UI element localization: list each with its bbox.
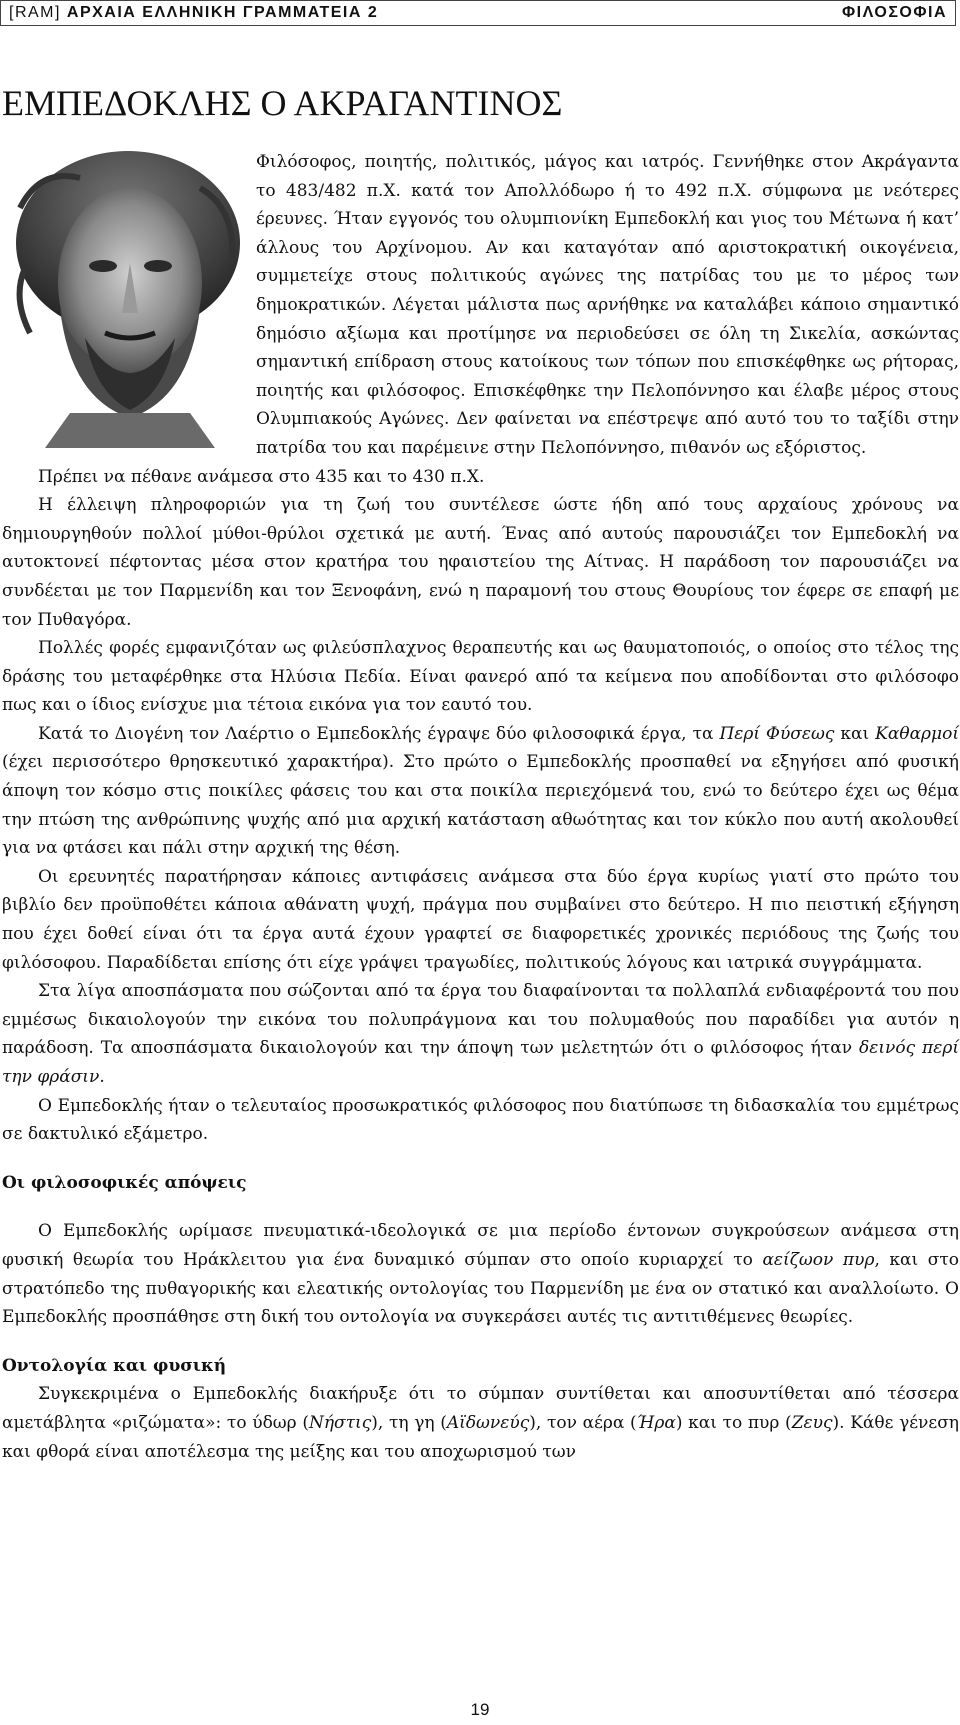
text-run: ). Κάθε γένεση και φθορά είναι αποτέλεσμα της μείξης και του αποχωρισμού των bbox=[2, 1412, 959, 1462]
work-title-peri-fyseos: Περί Φύσεως bbox=[719, 723, 835, 744]
text-run: (έχει περισσότερο θρησκευτικό χαρακτήρα). Στο πρώτο ο Εμπεδοκλής προσπαθεί να εξηγήσει από φυσική άποψη τον κόσμο στις ποικίλες φάσεις του και στα ποικίλα περιεχόμενά του, ενώ το δεύτερο έχει ως θέμα την πτώση της ανθρώπινης ψυχής από μια αρχική κατάσταση αθωότητας και τον κύκλο που αυτή ακολουθεί για να φτάσει και πάλι στην αρχική της θέση. bbox=[2, 752, 959, 859]
header-left bbox=[9, 4, 378, 22]
intro-paragraph-1: Φιλόσοφος, ποιητής, πολιτικός, μάγος και ιατρός. Γεννήθηκε στον Ακράγαντα το 483/482 π.Χ. κατά τον Απολλόδωρο ή το 492 π.Χ. σύμφωνα με νεότερες έρευνες. Ήταν εγγονός του ολυμπιονίκη Εμπεδοκλή και γιος του Μέτωνα ή κατ’ άλλους του Αρχίνομου. Αν και καταγόταν από αριστοκρατική οικογένεια, συμμετείχε στους πολιτικούς αγώνες της πατρίδας του με το μέρος των δημοκρατικών. Λέγεται μάλιστα πως αρνήθηκε να καταλάβει κάποιο σημαντικό δημόσιο αξίωμα και προτίμησε να περιοδεύσει σε όλη τη Σικελία, ασκώντας σημαντική επίδραση στους κατοίκους των τόπων που επισκέφθηκε ως ρήτορας, ποιητής και φιλόσοφος. Επισκέφθηκε την Πελοπόννησο και έλαβε μέρος στους Ολυμπιακούς Αγώνες. Δεν φαίνεται να επέστρεψε από αυτό του το ταξίδι στην πατρίδα του και παρέμεινε στην Πελοπόννησο, πιθανόν ως εξόριστος. bbox=[256, 152, 959, 458]
philosophy-paragraph-1 bbox=[2, 1217, 959, 1331]
intro-paragraph-4: Πολλές φορές εμφανιζόταν ως φιλεύσπλαχνος θεραπευτής και ως θαυματοποιός, ο οποίος στο τέλος της δράσης του μεταφέρθηκε στα Ηλύσια Πεδία. Είναι φανερό από τα κείμενα που αποδίδονται στο φιλόσοφο πως και ο ίδιος ενίσχυε μια τέτοια εικόνα για τον εαυτό του. bbox=[2, 638, 959, 716]
intro-paragraph-6: Οι ερευνητές παρατήρησαν κάποιες αντιφάσεις ανάμεσα στα δύο έργα κυρίως γιατί στο πρώτο του βιβλίο δεν προϋποθέτει κάποια αθάνατη ψυχή, πράγμα που συμβαίνει στο δεύτερο. Η πιο πειστική εξήγηση που έχει δοθεί είναι ότι τα έργα αυτά έχουν γραφτεί σε διαφορετικές χρονικές περιόδους της ζωής του φιλόσοφου. Παραδίδεται επίσης ότι είχε γράψει τραγωδίες, πολιτικούς λόγους και ιατρικά συγγράμματα. bbox=[2, 866, 959, 973]
text-run: και bbox=[834, 723, 876, 744]
empedocles-bust-image bbox=[0, 148, 250, 448]
text-run: , και στο στρατόπεδο της πυθαγορικής και ελεατικής οντολογίας του Παρμενίδη με ένα ον στατικό και αναλλοίωτο. Ο Εμπεδοκλής προσπάθησε στη δική του οντολογία να συγκεράσει αυτές τις αντιτιθέμενες θεωρίες. bbox=[2, 1249, 959, 1328]
italic-name: Αϊδωνεύς bbox=[446, 1412, 530, 1433]
text-run: Στα λίγα αποσπάσματα που σώζονται από τα έργα του διαφαίνονται τα πολλαπλά ενδιαφέροντά του που εμμέσως δικαιολογούν την εικόνα του πολυπράγμονα και του πολυμαθούς που παραδίδει για αυτόν η παράδοση. Τα αποσπάσματα δικαιολογούν και την άποψη των μελετητών ότι ο φιλόσοφος ήταν bbox=[2, 981, 959, 1059]
italic-phrase: αείζωον πυρ bbox=[762, 1249, 875, 1270]
intro-paragraph-5 bbox=[2, 720, 959, 863]
header-title: ΑΡΧΑΙΑ ΕΛΛΗΝΙΚΗ ΓΡΑΜΜΑΤΕΙΑ 2 bbox=[66, 4, 379, 21]
page-number: 19 bbox=[470, 1700, 490, 1719]
header-subject: ΦΙΛΟΣΟΦΙΑ bbox=[842, 4, 947, 21]
text-run: Συγκεκριμένα ο Εμπεδοκλής διακήρυξε ότι το σύμπαν συντίθεται και αποσυντίθεται από τέσσερα αμετάβλητα «ριζώματα»: το ύδωρ ( bbox=[2, 1384, 959, 1433]
intro-paragraph-3: Η έλλειψη πληροφοριών για τη ζωή του συντέλεσε ώστε ήδη από τους αρχαίους χρόνους να δημιουργηθούν πολλοί μύθοι-θρύλοι σχετικά με αυτή. Ένας από αυτούς παρουσιάζει τον Εμπεδοκλή να αυτοκτονεί πέφτοντας μέσα στον κρατήρα του ηφαιστείου της Αίτνας. Η παράδοση τον παρουσιάζει να συνδέεται με τον Παρμενίδη και τον Ξενοφάνη, ενώ η παραμονή του στους Θουρίους τον έφερε σε επαφή με τον Πυθαγόρα. bbox=[2, 495, 959, 630]
italic-phrase: δεινός περί την φράσιν bbox=[2, 1038, 959, 1087]
text-run: Κατά το Διογένη τον Λαέρτιο ο Εμπεδοκλής έγραψε δύο φιλοσοφικά έργα, τα bbox=[38, 723, 720, 744]
text-run: ), τον αέρα ( bbox=[529, 1412, 637, 1433]
italic-name: Ήρα bbox=[636, 1412, 676, 1433]
text-run: . bbox=[99, 1067, 105, 1087]
intro-paragraph-8: Ο Εμπεδοκλής ήταν ο τελευταίος προσωκρατικός φιλόσοφος που διατύπωσε τη διδασκαλία του εμμέτρως σε δακτυλικό εξάμετρο. bbox=[2, 1095, 959, 1145]
ontology-paragraph-1 bbox=[2, 1380, 959, 1466]
italic-name: Ζευς bbox=[791, 1412, 833, 1433]
text-run: Ο Εμπεδοκλής ωρίμασε πνευματικά-ιδεολογικά σε μια περίοδο έντονων συγκρούσεων ανάμεσα στη φυσική θεωρία του Ηράκλειτου για ένα δυναμικό σύμπαν στο οποίο κυριαρχεί το bbox=[2, 1221, 959, 1270]
page-header bbox=[0, 0, 956, 26]
text-run: ), τη γη ( bbox=[371, 1412, 447, 1433]
italic-name: Νήστις bbox=[308, 1412, 372, 1433]
intro-paragraph-7 bbox=[2, 977, 959, 1091]
section-heading-philosophy: Οι φιλοσοφικές απόψεις bbox=[2, 1172, 247, 1193]
text-run: ) και το πυρ ( bbox=[675, 1412, 792, 1433]
intro-paragraph-2: Πρέπει να πέθανε ανάμεσα στο 435 και το 430 π.Χ. bbox=[38, 466, 485, 487]
section-heading-ontology: Οντολογία και φυσική bbox=[2, 1355, 227, 1376]
header-ram: [RAM] bbox=[9, 4, 61, 21]
page-title: ΕΜΠΕΔΟΚΛΗΣ Ο ΑΚΡΑΓΑΝΤΙΝΟΣ bbox=[2, 83, 563, 123]
work-title-katharmoi: Καθαρμοί bbox=[875, 723, 959, 744]
